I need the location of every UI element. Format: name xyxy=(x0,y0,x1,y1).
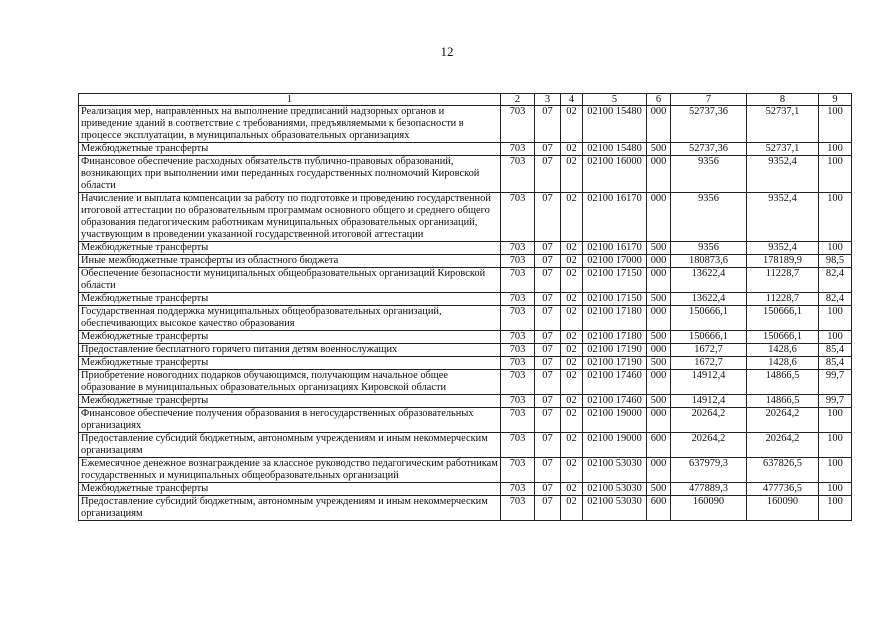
col-header: 7 xyxy=(671,94,747,106)
row-executed: 1428,6 xyxy=(747,357,819,370)
table-row xyxy=(79,357,852,370)
row-admin-code: 703 xyxy=(501,370,535,395)
row-subsection: 02 xyxy=(561,293,583,306)
row-planned: 160090 xyxy=(671,496,747,521)
row-expense-type: 500 xyxy=(647,483,671,496)
row-expense-type: 000 xyxy=(647,156,671,193)
row-percent: 100 xyxy=(819,193,852,242)
row-section: 07 xyxy=(535,433,561,458)
row-section: 07 xyxy=(535,344,561,357)
row-planned: 14912,4 xyxy=(671,370,747,395)
row-executed: 150666,1 xyxy=(747,331,819,344)
row-target-article: 02100 16170 xyxy=(583,242,647,255)
row-executed: 1428,6 xyxy=(747,344,819,357)
row-section: 07 xyxy=(535,331,561,344)
row-target-article: 02100 17150 xyxy=(583,268,647,293)
row-expense-type: 500 xyxy=(647,395,671,408)
row-target-article: 02100 19000 xyxy=(583,408,647,433)
table-row xyxy=(79,433,852,458)
row-target-article: 02100 17000 xyxy=(583,255,647,268)
table-row xyxy=(79,156,852,193)
row-name: Обеспечение безопасности муниципальных общеобразовательных организаций Кировской области xyxy=(79,268,501,293)
row-section: 07 xyxy=(535,306,561,331)
row-name: Межбюджетные трансферты xyxy=(79,331,501,344)
row-subsection: 02 xyxy=(561,496,583,521)
row-target-article: 02100 53030 xyxy=(583,458,647,483)
row-admin-code: 703 xyxy=(501,357,535,370)
row-planned: 477889,3 xyxy=(671,483,747,496)
row-admin-code: 703 xyxy=(501,458,535,483)
row-expense-type: 600 xyxy=(647,433,671,458)
row-admin-code: 703 xyxy=(501,306,535,331)
row-executed: 20264,2 xyxy=(747,408,819,433)
row-planned: 14912,4 xyxy=(671,395,747,408)
row-executed: 477736,5 xyxy=(747,483,819,496)
row-name: Иные межбюджетные трансферты из областного бюджета xyxy=(79,255,501,268)
row-subsection: 02 xyxy=(561,242,583,255)
row-planned: 150666,1 xyxy=(671,331,747,344)
row-expense-type: 000 xyxy=(647,408,671,433)
row-name: Реализация мер, направленных на выполнение предписаний надзорных органов и приведение зданий в соответствие с требованиями, предъявляемыми к безопасности в процессе эксплуатации, в муниципальных образовательных организациях xyxy=(79,106,501,143)
row-section: 07 xyxy=(535,408,561,433)
table-row xyxy=(79,293,852,306)
row-name: Государственная поддержка муниципальных общеобразовательных организаций, обеспечивающих высокое качество образования xyxy=(79,306,501,331)
row-planned: 13622,4 xyxy=(671,293,747,306)
row-target-article: 02100 53030 xyxy=(583,496,647,521)
table-row xyxy=(79,483,852,496)
row-executed: 9352,4 xyxy=(747,242,819,255)
row-target-article: 02100 15480 xyxy=(583,106,647,143)
row-name: Межбюджетные трансферты xyxy=(79,483,501,496)
row-expense-type: 000 xyxy=(647,306,671,331)
header-row xyxy=(79,94,852,106)
row-planned: 9356 xyxy=(671,193,747,242)
row-name: Предоставление субсидий бюджетным, автономным учреждениям и иным некоммерческим организациям xyxy=(79,433,501,458)
row-section: 07 xyxy=(535,370,561,395)
row-executed: 11228,7 xyxy=(747,268,819,293)
row-executed: 9352,4 xyxy=(747,156,819,193)
row-percent: 100 xyxy=(819,496,852,521)
row-planned: 9356 xyxy=(671,156,747,193)
row-expense-type: 500 xyxy=(647,331,671,344)
row-subsection: 02 xyxy=(561,106,583,143)
row-subsection: 02 xyxy=(561,408,583,433)
row-subsection: 02 xyxy=(561,268,583,293)
row-executed: 20264,2 xyxy=(747,433,819,458)
row-subsection: 02 xyxy=(561,143,583,156)
table-row xyxy=(79,143,852,156)
row-admin-code: 703 xyxy=(501,496,535,521)
row-name: Межбюджетные трансферты xyxy=(79,242,501,255)
row-admin-code: 703 xyxy=(501,193,535,242)
row-section: 07 xyxy=(535,268,561,293)
row-expense-type: 000 xyxy=(647,255,671,268)
col-header: 4 xyxy=(561,94,583,106)
row-planned: 13622,4 xyxy=(671,268,747,293)
row-subsection: 02 xyxy=(561,357,583,370)
row-expense-type: 500 xyxy=(647,143,671,156)
row-executed: 160090 xyxy=(747,496,819,521)
row-section: 07 xyxy=(535,458,561,483)
row-expense-type: 500 xyxy=(647,242,671,255)
row-section: 07 xyxy=(535,255,561,268)
table-row xyxy=(79,331,852,344)
col-header: 9 xyxy=(819,94,852,106)
row-percent: 100 xyxy=(819,106,852,143)
row-subsection: 02 xyxy=(561,331,583,344)
row-admin-code: 703 xyxy=(501,268,535,293)
row-percent: 82,4 xyxy=(819,293,852,306)
row-expense-type: 000 xyxy=(647,106,671,143)
row-percent: 100 xyxy=(819,143,852,156)
row-executed: 52737,1 xyxy=(747,143,819,156)
row-subsection: 02 xyxy=(561,255,583,268)
row-name: Приобретение новогодних подарков обучающимся, получающим начальное общее образование в муниципальных образовательных организациях Кировской области xyxy=(79,370,501,395)
row-name: Межбюджетные трансферты xyxy=(79,143,501,156)
col-header: 8 xyxy=(747,94,819,106)
row-target-article: 02100 15480 xyxy=(583,143,647,156)
row-planned: 637979,3 xyxy=(671,458,747,483)
row-target-article: 02100 17460 xyxy=(583,395,647,408)
row-admin-code: 703 xyxy=(501,433,535,458)
row-target-article: 02100 17460 xyxy=(583,370,647,395)
table-row xyxy=(79,106,852,143)
table-row xyxy=(79,458,852,483)
table-row xyxy=(79,408,852,433)
row-percent: 100 xyxy=(819,408,852,433)
row-section: 07 xyxy=(535,193,561,242)
row-subsection: 02 xyxy=(561,306,583,331)
row-planned: 150666,1 xyxy=(671,306,747,331)
row-subsection: 02 xyxy=(561,433,583,458)
row-section: 07 xyxy=(535,395,561,408)
row-expense-type: 600 xyxy=(647,496,671,521)
row-percent: 100 xyxy=(819,458,852,483)
row-planned: 1672,7 xyxy=(671,344,747,357)
table-row xyxy=(79,242,852,255)
row-admin-code: 703 xyxy=(501,408,535,433)
row-percent: 85,4 xyxy=(819,357,852,370)
row-planned: 52737,36 xyxy=(671,143,747,156)
row-planned: 52737,36 xyxy=(671,106,747,143)
page-number: 12 xyxy=(440,44,454,59)
row-executed: 11228,7 xyxy=(747,293,819,306)
row-percent: 99,7 xyxy=(819,395,852,408)
col-header: 1 xyxy=(79,94,501,106)
row-target-article: 02100 17190 xyxy=(583,344,647,357)
col-header: 2 xyxy=(501,94,535,106)
row-target-article: 02100 17190 xyxy=(583,357,647,370)
row-admin-code: 703 xyxy=(501,331,535,344)
row-subsection: 02 xyxy=(561,193,583,242)
row-planned: 20264,2 xyxy=(671,408,747,433)
row-executed: 52737,1 xyxy=(747,106,819,143)
row-percent: 100 xyxy=(819,306,852,331)
row-expense-type: 000 xyxy=(647,458,671,483)
row-planned: 9356 xyxy=(671,242,747,255)
col-header: 3 xyxy=(535,94,561,106)
row-percent: 99,7 xyxy=(819,370,852,395)
row-section: 07 xyxy=(535,242,561,255)
row-executed: 178189,9 xyxy=(747,255,819,268)
table-row xyxy=(79,255,852,268)
row-name: Межбюджетные трансферты xyxy=(79,395,501,408)
row-planned: 1672,7 xyxy=(671,357,747,370)
row-admin-code: 703 xyxy=(501,143,535,156)
row-section: 07 xyxy=(535,357,561,370)
row-section: 07 xyxy=(535,156,561,193)
row-percent: 100 xyxy=(819,433,852,458)
table-row xyxy=(79,306,852,331)
row-subsection: 02 xyxy=(561,395,583,408)
row-subsection: 02 xyxy=(561,344,583,357)
row-expense-type: 000 xyxy=(647,268,671,293)
row-target-article: 02100 19000 xyxy=(583,433,647,458)
row-name: Межбюджетные трансферты xyxy=(79,357,501,370)
row-subsection: 02 xyxy=(561,370,583,395)
row-planned: 180873,6 xyxy=(671,255,747,268)
row-expense-type: 000 xyxy=(647,193,671,242)
row-admin-code: 703 xyxy=(501,293,535,306)
row-percent: 100 xyxy=(819,483,852,496)
row-admin-code: 703 xyxy=(501,483,535,496)
row-subsection: 02 xyxy=(561,458,583,483)
row-subsection: 02 xyxy=(561,156,583,193)
col-header: 6 xyxy=(647,94,671,106)
row-target-article: 02100 17150 xyxy=(583,293,647,306)
row-name: Предоставление бесплатного горячего питания детям военнослужащих xyxy=(79,344,501,357)
row-name: Ежемесячное денежное вознаграждение за классное руководство педагогическим работникам государственных и муниципальных общеобразовательных организаций xyxy=(79,458,501,483)
row-percent: 100 xyxy=(819,156,852,193)
row-name: Предоставление субсидий бюджетным, автономным учреждениям и иным некоммерческим организациям xyxy=(79,496,501,521)
row-percent: 82,4 xyxy=(819,268,852,293)
row-executed: 14866,5 xyxy=(747,370,819,395)
row-admin-code: 703 xyxy=(501,395,535,408)
row-admin-code: 703 xyxy=(501,106,535,143)
row-percent: 100 xyxy=(819,331,852,344)
row-executed: 14866,5 xyxy=(747,395,819,408)
row-section: 07 xyxy=(535,496,561,521)
table-row xyxy=(79,395,852,408)
row-admin-code: 703 xyxy=(501,344,535,357)
row-percent: 100 xyxy=(819,242,852,255)
row-section: 07 xyxy=(535,143,561,156)
row-expense-type: 500 xyxy=(647,293,671,306)
row-name: Финансовое обеспечение получения образования в негосударственных образовательных организациях xyxy=(79,408,501,433)
row-admin-code: 703 xyxy=(501,156,535,193)
table-row xyxy=(79,370,852,395)
row-name: Финансовое обеспечение расходных обязательств публично-правовых образований, возникающих при выполнении ими переданных государственных полномочий Кировской области xyxy=(79,156,501,193)
row-expense-type: 500 xyxy=(647,357,671,370)
row-planned: 20264,2 xyxy=(671,433,747,458)
row-name: Межбюджетные трансферты xyxy=(79,293,501,306)
row-admin-code: 703 xyxy=(501,242,535,255)
row-target-article: 02100 16170 xyxy=(583,193,647,242)
row-subsection: 02 xyxy=(561,483,583,496)
row-section: 07 xyxy=(535,106,561,143)
table-row xyxy=(79,496,852,521)
row-target-article: 02100 17180 xyxy=(583,306,647,331)
row-section: 07 xyxy=(535,293,561,306)
row-target-article: 02100 16000 xyxy=(583,156,647,193)
table-row xyxy=(79,193,852,242)
row-expense-type: 000 xyxy=(647,370,671,395)
row-expense-type: 000 xyxy=(647,344,671,357)
row-admin-code: 703 xyxy=(501,255,535,268)
row-name: Начисление и выплата компенсации за работу по подготовке и проведению государственной итоговой аттестации по образовательным программам основного общего и среднего общего образования педагогическим работникам муниципальных образовательных организаций, участвующим в проведении указанной государственной итоговой аттестации xyxy=(79,193,501,242)
row-section: 07 xyxy=(535,483,561,496)
table-row xyxy=(79,268,852,293)
row-percent: 98,5 xyxy=(819,255,852,268)
row-percent: 85,4 xyxy=(819,344,852,357)
row-target-article: 02100 17180 xyxy=(583,331,647,344)
row-executed: 637826,5 xyxy=(747,458,819,483)
budget-table xyxy=(78,93,852,521)
row-target-article: 02100 53030 xyxy=(583,483,647,496)
table-row xyxy=(79,344,852,357)
col-header: 5 xyxy=(583,94,647,106)
row-executed: 9352,4 xyxy=(747,193,819,242)
row-executed: 150666,1 xyxy=(747,306,819,331)
